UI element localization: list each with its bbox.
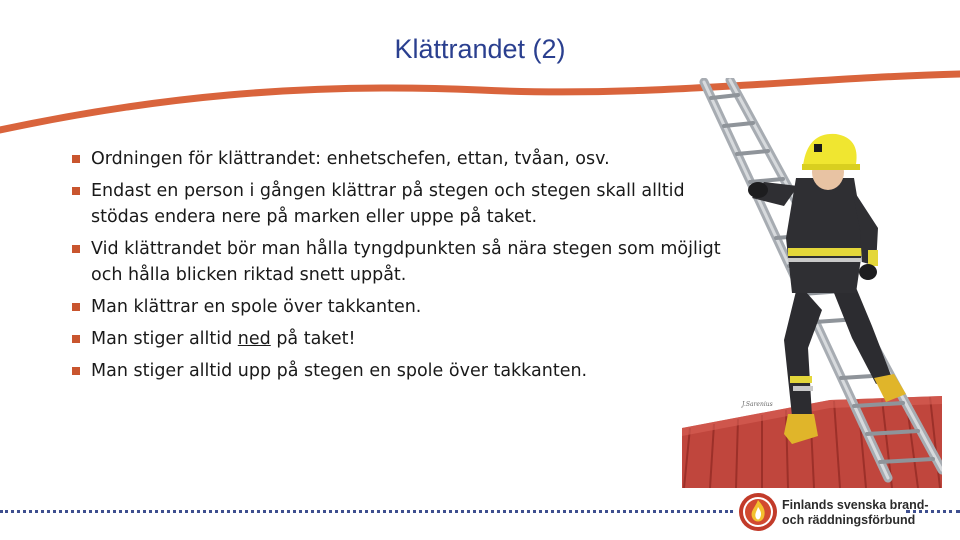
bullet-text: Vid klättrandet bör man hålla tyngdpunkten så nära stegen som möjligt och hålla blicken riktad snett uppåt. [91, 239, 721, 285]
underlined-word: ned [237, 329, 271, 349]
bullet-item [72, 294, 722, 320]
firefighter-ladder-photo [680, 78, 942, 488]
square-bullet-icon [72, 335, 80, 343]
organization-name [782, 498, 929, 528]
bullet-text: Ordningen för klättrandet: enhetschefen, ettan, tvåan, osv. [91, 149, 610, 169]
bullet-item [72, 326, 722, 352]
organization-name-line1: Finlands svenska brand- [782, 498, 929, 512]
bullet-text: Man klättrar en spole över takkanten. [91, 297, 422, 317]
bullet-text-end: på taket! [270, 329, 356, 349]
bullet-text: Endast en person i gången klättrar på stegen och stegen skall alltid stödas endera nere på marken eller uppe på taket. [91, 181, 685, 227]
bullet-item [72, 236, 722, 288]
footer-dotted-line-left [0, 510, 733, 513]
square-bullet-icon [72, 303, 80, 311]
bullet-item [72, 146, 722, 172]
square-bullet-icon [72, 155, 80, 163]
roof-illustration [682, 396, 942, 488]
square-bullet-icon [72, 187, 80, 195]
square-bullet-icon [72, 367, 80, 375]
fire-emblem-icon [738, 492, 778, 532]
bullet-text: Man stiger alltid upp på stegen en spole över takkanten. [91, 361, 588, 381]
organization-name-line2: och räddningsförbund [782, 513, 916, 527]
bullet-list [72, 146, 722, 390]
bullet-item [72, 358, 722, 384]
slide-title: Klättrandet (2) [394, 34, 566, 64]
square-bullet-icon [72, 245, 80, 253]
bullet-text: Man stiger alltid [91, 329, 238, 349]
bullet-item [72, 178, 722, 230]
photo-signature: J.Sarenius [742, 401, 773, 408]
